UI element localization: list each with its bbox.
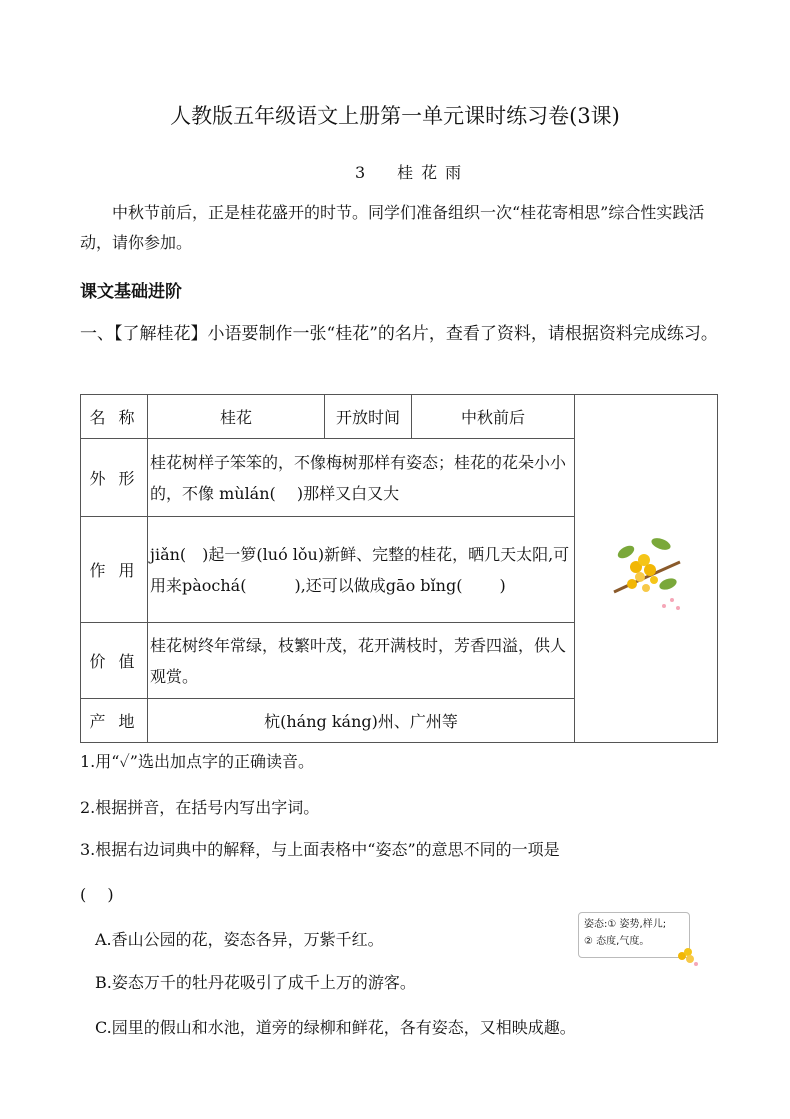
label-use: 作 用 xyxy=(81,517,148,623)
option-b[interactable]: B.姿态万千的牡丹花吸引了成千上万的游客。 xyxy=(95,973,416,992)
question-1: 一、【了解桂花】小语要制作一张“桂花”的名片，查看了资料，请根据资料完成练习。 xyxy=(80,324,718,344)
page-title: 人教版五年级语文上册第一单元课时练习卷(3课) xyxy=(170,104,620,128)
label-appearance: 外 形 xyxy=(81,439,148,517)
option-c[interactable]: C.园里的假山和水池，道旁的绿柳和鲜花，各有姿态，又相映成趣。 xyxy=(95,1018,576,1037)
intro-paragraph: 中秋节前后，正是桂花盛开的时节。同学们准备组织一次“桂花寄相思”综合性实践活动，请你参加。 xyxy=(80,203,705,252)
sub-question-2: 2.根据拼音，在括号内写出字词。 xyxy=(80,798,320,817)
value-name: 桂花 xyxy=(148,395,325,439)
label-origin: 产 地 xyxy=(81,699,148,743)
value-appearance: 桂花树样子笨笨的，不像梅树那样有姿态；桂花的花朵小小的，不像 mùlán( )那样又白又大 xyxy=(148,439,575,517)
osmanthus-flower-icon xyxy=(606,522,686,612)
value-origin: 杭(háng káng)州、广州等 xyxy=(148,699,575,743)
lesson-subtitle: 3 桂花雨 xyxy=(355,163,470,182)
option-a[interactable]: A.香山公园的花，姿态各异，万紫千红。 xyxy=(95,930,384,949)
small-flower-icon xyxy=(674,946,700,968)
dictionary-line-2: ② 态度,气度。 xyxy=(584,936,650,947)
osmanthus-picture-cell xyxy=(575,395,718,743)
value-bloom-time: 中秋前后 xyxy=(412,395,575,439)
value-use: jiǎn( )起一箩(luó lǒu)新鲜、完整的桂花，晒几天太阳,可用来pàochá( ),还可以做成gāo bǐng( ) xyxy=(148,517,575,623)
answer-blank[interactable]: ( ) xyxy=(80,885,114,904)
value-value: 桂花树终年常绿，枝繁叶茂，花开满枝时，芳香四溢，供人观赏。 xyxy=(148,623,575,699)
section-heading: 课文基础进阶 xyxy=(80,282,182,302)
label-name: 名 称 xyxy=(81,395,148,439)
label-bloom-time: 开放时间 xyxy=(325,395,412,439)
label-value: 价 值 xyxy=(81,623,148,699)
dictionary-line-1: 姿态:① 姿势,样儿; xyxy=(584,919,667,930)
sub-question-3: 3.根据右边词典中的解释，与上面表格中“姿态”的意思不同的一项是 xyxy=(80,840,560,859)
osmanthus-card-table xyxy=(80,394,718,743)
sub-question-1: 1.用“✓”选出加点字的正确读音。 xyxy=(80,752,314,771)
